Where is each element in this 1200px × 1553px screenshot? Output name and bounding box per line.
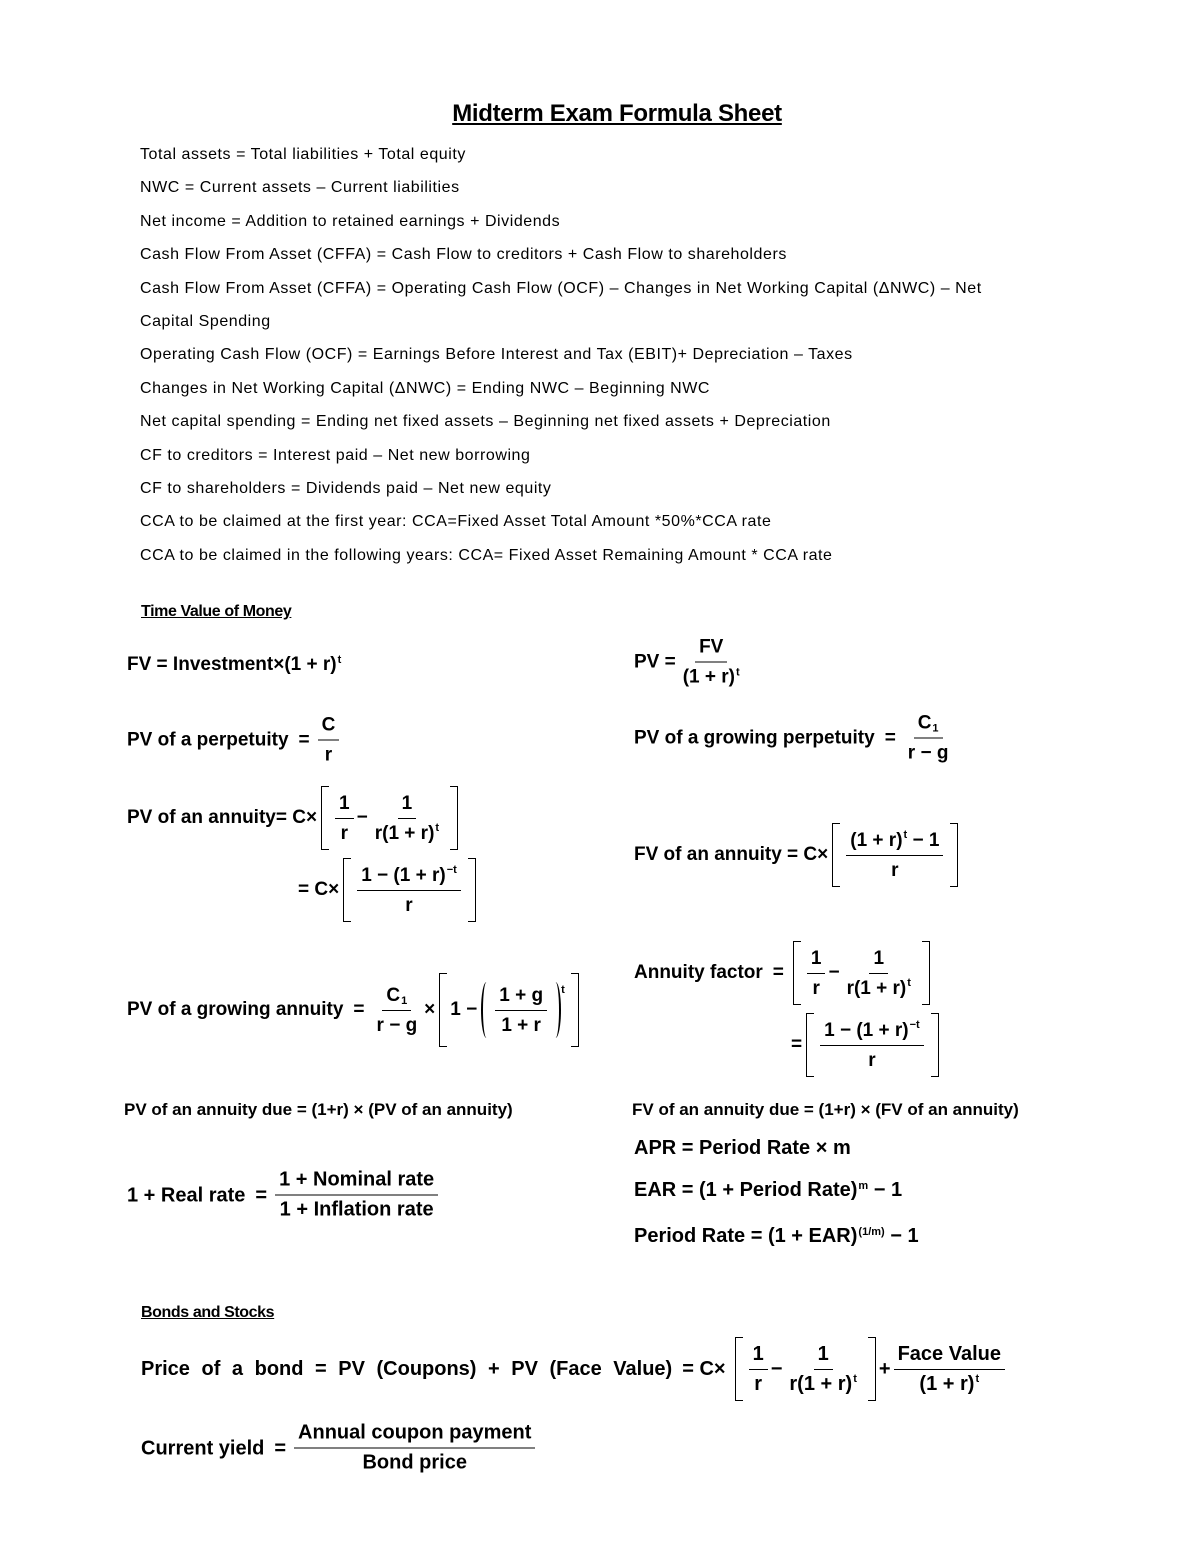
bond-price-label: Price of a bond = PV (Coupons) + PV (Face Value) bbox=[141, 1358, 673, 1380]
formula-annuity-factor bbox=[634, 941, 933, 1005]
formula-fv-annuity-due bbox=[632, 1097, 1019, 1123]
current-yield-label: Current yield bbox=[141, 1437, 265, 1459]
growing-perpetuity-fraction bbox=[904, 711, 953, 766]
bond-price-equals: = C× bbox=[682, 1358, 726, 1380]
bond-price-plus: + bbox=[878, 1358, 891, 1380]
annuity-factor-alt-fraction bbox=[820, 1018, 924, 1073]
real-rate-label: 1 + Real rate bbox=[127, 1184, 246, 1206]
growing-perpetuity-equals: = bbox=[884, 727, 896, 748]
bond-price-fraction-2-exponent: t bbox=[853, 1373, 857, 1386]
growing-annuity-inner-numerator: 1 + g bbox=[495, 983, 547, 1011]
bond-price-face-value-exponent: t bbox=[975, 1373, 980, 1386]
growing-annuity-times: × bbox=[424, 999, 436, 1020]
growing-perpetuity-numerator bbox=[914, 711, 943, 739]
section-heading-bonds-and-stocks: Bonds and Stocks bbox=[141, 1304, 275, 1321]
bond-price-face-value-fraction bbox=[894, 1342, 1005, 1397]
annuity-factor-bracket-left bbox=[793, 941, 801, 1005]
annuity-factor-fraction-2-numerator: 1 bbox=[869, 946, 888, 974]
bond-price-fraction-1-denominator: r bbox=[754, 1372, 763, 1395]
def-cf-shareholders: CF to shareholders = Dividends paid – Net new equity bbox=[140, 479, 552, 497]
bond-price-bracket-right bbox=[868, 1337, 876, 1401]
def-cf-creditors: CF to creditors = Interest paid – Net new borrowing bbox=[140, 446, 531, 464]
annuity-minus: − bbox=[356, 807, 368, 828]
annuity-factor-equals: = bbox=[772, 962, 784, 983]
annuity-factor-fraction-1 bbox=[807, 946, 826, 1001]
formula-pv-annuity bbox=[127, 786, 461, 850]
apr-text: APR = Period Rate × m bbox=[634, 1137, 851, 1159]
annuity-fraction-2-denominator-base: r(1 + r) bbox=[374, 822, 435, 844]
pv-fraction bbox=[679, 635, 744, 690]
formula-pv-annuity-alternate bbox=[298, 858, 479, 922]
formula-apr bbox=[634, 1135, 851, 1161]
def-cffa-creditors-shareholders: Cash Flow From Asset (CFFA) = Cash Flow to creditors + Cash Flow to shareholders bbox=[140, 246, 787, 264]
annuity-factor-alt-equals: = bbox=[791, 1034, 803, 1055]
bond-price-fraction-2-denominator bbox=[785, 1370, 860, 1397]
perpetuity-label: PV of a perpetuity bbox=[127, 729, 289, 750]
annuity-factor-fraction-2-denominator-base: r(1 + r) bbox=[846, 977, 907, 999]
growing-annuity-one-minus: 1 − bbox=[450, 999, 478, 1020]
ear-tail: − 1 bbox=[868, 1179, 903, 1201]
formula-pv-perpetuity bbox=[127, 713, 342, 768]
bond-price-minus: − bbox=[770, 1358, 783, 1380]
period-rate-tail: − 1 bbox=[884, 1225, 919, 1247]
bond-price-bracket-left bbox=[735, 1337, 743, 1401]
ear-base: EAR = (1 + Period Rate) bbox=[634, 1179, 858, 1201]
fv-exponent: t bbox=[337, 653, 342, 666]
annuity-factor-alt-numerator bbox=[820, 1018, 924, 1046]
pv-numerator: FV bbox=[695, 635, 727, 663]
pv-lhs: PV = bbox=[634, 651, 676, 672]
period-rate-expression bbox=[634, 1223, 919, 1249]
formula-annuity-factor-alternate bbox=[791, 1013, 942, 1077]
annuity-fraction-1-denominator: r bbox=[340, 822, 349, 844]
def-cca-following-years: CCA to be claimed in the following years: CCA= Fixed Asset Remaining Amount * CCA rate bbox=[140, 546, 833, 564]
growing-annuity-bracket-right bbox=[571, 973, 579, 1047]
pv-denominator bbox=[679, 663, 744, 690]
formula-ear bbox=[634, 1177, 902, 1203]
current-yield-equals: = bbox=[274, 1437, 287, 1459]
fv-annuity-bracket-left bbox=[832, 823, 840, 887]
annuity-alt-denominator: r bbox=[405, 894, 413, 916]
growing-perpetuity-numerator-base: C bbox=[917, 712, 932, 734]
pv-annuity-due-text: PV of an annuity due = (1+r) × (PV of an annuity) bbox=[124, 1100, 513, 1119]
growing-annuity-fraction bbox=[373, 983, 422, 1038]
annuity-factor-label: Annuity factor bbox=[634, 962, 763, 983]
current-yield-numerator: Annual coupon payment bbox=[294, 1421, 535, 1449]
formula-pv-annuity-due bbox=[124, 1097, 513, 1123]
current-yield-fraction bbox=[294, 1421, 535, 1476]
growing-annuity-numerator bbox=[382, 983, 411, 1011]
bond-price-fraction-1 bbox=[749, 1342, 768, 1397]
perpetuity-denominator: r bbox=[324, 744, 333, 766]
definitions-list bbox=[140, 138, 982, 572]
formula-pv-growing-annuity bbox=[127, 973, 582, 1047]
bond-price-fraction-1-numerator: 1 bbox=[749, 1342, 768, 1370]
annuity-factor-bracket-right bbox=[922, 941, 930, 1005]
formula-current-yield bbox=[141, 1421, 538, 1476]
bond-price-face-value-numerator: Face Value bbox=[894, 1342, 1005, 1370]
formula-pv-growing-perpetuity bbox=[634, 711, 955, 766]
fv-expression bbox=[127, 652, 341, 678]
annuity-factor-minus: − bbox=[828, 962, 840, 983]
def-net-capital-spending: Net capital spending = Ending net fixed assets – Beginning net fixed assets + Depreciation bbox=[140, 413, 831, 431]
annuity-factor-fraction-1-numerator: 1 bbox=[807, 946, 826, 974]
annuity-factor-alt-bracket-right bbox=[931, 1013, 939, 1077]
growing-annuity-paren-right bbox=[550, 982, 561, 1038]
fv-annuity-numerator-tail: − 1 bbox=[907, 829, 940, 851]
growing-annuity-equals: = bbox=[353, 999, 365, 1020]
annuity-factor-fraction-2-denominator bbox=[843, 974, 915, 1001]
real-rate-denominator: 1 + Inflation rate bbox=[279, 1198, 434, 1221]
def-total-assets: Total assets = Total liabilities + Total equity bbox=[140, 146, 466, 163]
growing-annuity-label: PV of a growing annuity bbox=[127, 999, 344, 1020]
fv-annuity-numerator-exponent: t bbox=[903, 829, 908, 842]
growing-annuity-numerator-base: C bbox=[386, 984, 401, 1006]
fv-base: FV = Investment×(1 + r) bbox=[127, 654, 337, 675]
annuity-alt-equals: = C× bbox=[298, 879, 340, 900]
growing-annuity-denominator: r − g bbox=[376, 1014, 418, 1036]
annuity-alt-numerator bbox=[357, 863, 461, 891]
pv-denominator-base: (1 + r) bbox=[682, 666, 736, 688]
perpetuity-numerator: C bbox=[318, 713, 340, 741]
def-ocf: Operating Cash Flow (OCF) = Earnings Before Interest and Tax (EBIT)+ Depreciation – Taxes bbox=[140, 346, 853, 364]
annuity-factor-alt-denominator: r bbox=[868, 1049, 876, 1071]
real-rate-equals: = bbox=[255, 1184, 268, 1206]
def-nwc: NWC = Current assets – Current liabilities bbox=[140, 179, 460, 197]
growing-perpetuity-numerator-subscript: 1 bbox=[932, 722, 939, 735]
bond-price-fraction-2 bbox=[785, 1342, 860, 1397]
annuity-alt-bracket-right bbox=[468, 858, 476, 922]
bond-price-face-value-denominator bbox=[915, 1370, 983, 1397]
def-cffa-ocf-continued: Capital Spending bbox=[140, 312, 271, 330]
annuity-fraction-2-denominator bbox=[371, 819, 443, 846]
def-cca-first-year: CCA to be claimed at the first year: CCA=Fixed Asset Total Amount *50%*CCA rate bbox=[140, 513, 772, 531]
def-change-nwc: Changes in Net Working Capital (ΔNWC) = Ending NWC – Beginning NWC bbox=[140, 379, 711, 397]
formula-fv-annuity bbox=[634, 823, 961, 887]
fv-annuity-label: FV of an annuity = C× bbox=[634, 844, 829, 865]
perpetuity-equals: = bbox=[298, 729, 310, 750]
def-net-income: Net income = Addition to retained earnings + Dividends bbox=[140, 212, 561, 230]
growing-annuity-bracket-left bbox=[439, 973, 447, 1047]
annuity-fraction-1-numerator: 1 bbox=[335, 791, 354, 819]
growing-annuity-inner-denominator: 1 + r bbox=[501, 1014, 541, 1036]
bond-price-fraction-2-numerator: 1 bbox=[814, 1342, 833, 1370]
pv-denominator-exponent: t bbox=[736, 666, 740, 679]
annuity-fraction-1 bbox=[335, 791, 354, 846]
perpetuity-fraction bbox=[318, 713, 340, 768]
ear-expression bbox=[634, 1177, 902, 1203]
growing-perpetuity-label: PV of a growing perpetuity bbox=[634, 727, 875, 748]
formula-period-rate bbox=[634, 1223, 919, 1249]
annuity-label: PV of an annuity= C× bbox=[127, 807, 318, 828]
annuity-factor-fraction-2-exponent: t bbox=[907, 977, 911, 990]
current-yield-denominator: Bond price bbox=[362, 1451, 467, 1474]
bond-price-fraction-2-denominator-base: r(1 + r) bbox=[789, 1372, 853, 1395]
real-rate-numerator: 1 + Nominal rate bbox=[275, 1168, 438, 1196]
section-heading-time-value-of-money: Time Value of Money bbox=[141, 603, 292, 620]
growing-annuity-numerator-subscript: 1 bbox=[401, 994, 408, 1007]
annuity-fraction-2 bbox=[371, 791, 443, 846]
fv-annuity-denominator: r bbox=[891, 859, 899, 881]
formula-real-rate bbox=[127, 1168, 441, 1223]
period-rate-exponent: (1/m) bbox=[858, 1225, 885, 1238]
period-rate-label: Period Rate bbox=[634, 1225, 746, 1247]
period-rate-base: = (1 + EAR) bbox=[745, 1225, 858, 1247]
fv-annuity-numerator bbox=[846, 828, 943, 856]
annuity-bracket-right bbox=[450, 786, 458, 850]
formula-present-value bbox=[634, 635, 747, 690]
annuity-factor-alt-bracket-left bbox=[806, 1013, 814, 1077]
fv-annuity-fraction bbox=[846, 828, 943, 883]
ear-exponent: m bbox=[858, 1179, 869, 1192]
annuity-alt-bracket-left bbox=[343, 858, 351, 922]
fv-annuity-due-text: FV of an annuity due = (1+r) × (FV of an annuity) bbox=[632, 1100, 1019, 1119]
fv-annuity-bracket-right bbox=[950, 823, 958, 887]
annuity-alt-numerator-exponent: −t bbox=[446, 864, 457, 877]
growing-annuity-inner-fraction bbox=[495, 983, 547, 1038]
annuity-fraction-2-exponent: t bbox=[435, 822, 440, 835]
real-rate-fraction bbox=[275, 1168, 438, 1223]
annuity-alt-numerator-base: 1 − (1 + r) bbox=[361, 864, 446, 886]
annuity-alt-fraction bbox=[357, 863, 461, 918]
def-cffa-ocf: Cash Flow From Asset (CFFA) = Operating Cash Flow (OCF) – Changes in Net Working Capital (ΔNWC) – Net bbox=[140, 279, 982, 297]
annuity-factor-alt-numerator-base: 1 − (1 + r) bbox=[824, 1019, 909, 1041]
annuity-bracket-left bbox=[321, 786, 329, 850]
formula-future-value bbox=[127, 652, 341, 678]
annuity-factor-fraction-1-denominator: r bbox=[812, 977, 820, 999]
annuity-fraction-2-numerator: 1 bbox=[398, 791, 417, 819]
growing-perpetuity-denominator: r − g bbox=[907, 742, 949, 764]
annuity-factor-fraction-2 bbox=[843, 946, 915, 1001]
growing-annuity-exponent: t bbox=[561, 984, 565, 996]
fv-annuity-numerator-base: (1 + r) bbox=[850, 829, 903, 851]
growing-annuity-paren-left bbox=[481, 982, 492, 1038]
bond-price-face-value-denominator-base: (1 + r) bbox=[919, 1372, 975, 1395]
formula-bond-price bbox=[141, 1337, 1008, 1401]
page-title: Midterm Exam Formula Sheet bbox=[452, 100, 782, 127]
annuity-factor-alt-numerator-exponent: −t bbox=[909, 1019, 920, 1032]
